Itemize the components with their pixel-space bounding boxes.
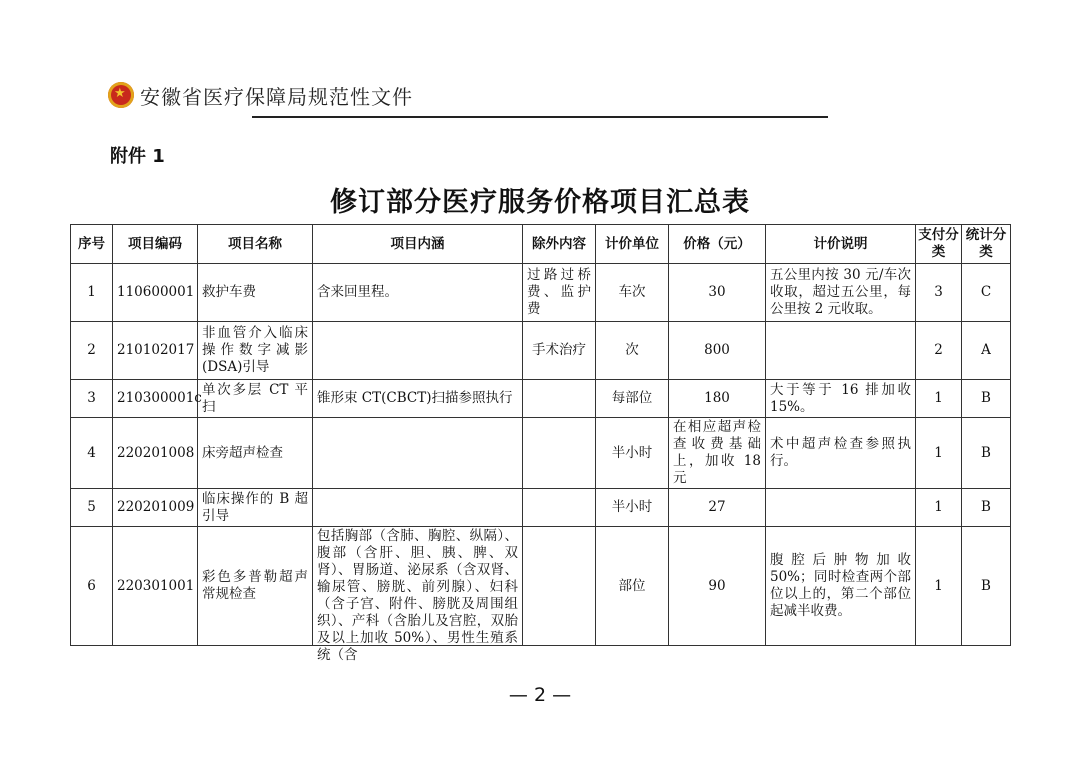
column-header: 项目编码 (113, 225, 198, 264)
column-header: 支付分类 (916, 225, 962, 264)
header-divider (252, 116, 828, 118)
item-code: 220201009 (113, 489, 198, 527)
stat-class: B (962, 380, 1011, 418)
row-number: 3 (71, 380, 113, 418)
stat-class: B (962, 418, 1011, 489)
price: 800 (669, 322, 766, 380)
table-row (71, 322, 1011, 380)
table-row (71, 264, 1011, 322)
column-header: 项目名称 (198, 225, 313, 264)
item-code: 220301001 (113, 527, 198, 646)
item-code: 110600001 (113, 264, 198, 322)
item-name: 彩色多普勒超声常规检查 (198, 527, 313, 646)
item-name: 非血管介入临床操作数字减影(DSA)引导 (198, 322, 313, 380)
item-name: 临床操作的 B 超引导 (198, 489, 313, 527)
payment-class: 1 (916, 380, 962, 418)
payment-class: 3 (916, 264, 962, 322)
national-emblem-icon (108, 82, 134, 108)
row-number: 2 (71, 322, 113, 380)
price: 30 (669, 264, 766, 322)
pricing-unit: 部位 (596, 527, 669, 646)
pricing-note: 腹腔后肿物加收 50%；同时检查两个部位以上的，第二个部位起减半收费。 (766, 527, 916, 646)
price: 27 (669, 489, 766, 527)
table-row (71, 418, 1011, 489)
table-row (71, 527, 1011, 646)
excluded-content (523, 380, 596, 418)
price-table (70, 224, 1011, 663)
item-content (313, 489, 523, 527)
column-header: 除外内容 (523, 225, 596, 264)
price: 180 (669, 380, 766, 418)
pricing-unit: 半小时 (596, 418, 669, 489)
payment-class: 2 (916, 322, 962, 380)
item-code: 210300001c (113, 380, 198, 418)
stat-class: C (962, 264, 1011, 322)
row-number: 4 (71, 418, 113, 489)
item-content (313, 418, 523, 489)
excluded-content (523, 489, 596, 527)
item-name: 救护车费 (198, 264, 313, 322)
column-header: 价格（元） (669, 225, 766, 264)
item-name: 单次多层 CT 平扫 (198, 380, 313, 418)
table-row (71, 489, 1011, 527)
pricing-unit: 每部位 (596, 380, 669, 418)
item-content-cell (313, 527, 523, 663)
pricing-unit: 车次 (596, 264, 669, 322)
item-content: 锥形束 CT(CBCT)扫描参照执行 (313, 380, 523, 418)
payment-class: 1 (916, 489, 962, 527)
table-row (71, 380, 1011, 418)
item-code: 210102017 (113, 322, 198, 380)
column-header: 计价单位 (596, 225, 669, 264)
pricing-unit: 次 (596, 322, 669, 380)
page-title: 修订部分医疗服务价格项目汇总表 (330, 187, 750, 218)
row-number: 5 (71, 489, 113, 527)
payment-class: 1 (916, 418, 962, 489)
attachment-label: 附件 1 (110, 146, 165, 167)
excluded-content: 手术治疗 (523, 322, 596, 380)
price: 在相应超声检查收费基础上，加收 18 元 (669, 418, 766, 489)
stat-class: A (962, 322, 1011, 380)
item-content (313, 322, 523, 380)
item-name: 床旁超声检查 (198, 418, 313, 489)
pricing-note: 五公里内按 30 元/车次收取，超过五公里，每公里按 2 元收取。 (766, 264, 916, 322)
issuer-title: 安徽省医疗保障局规范性文件 (140, 84, 413, 109)
table-header-row (71, 225, 1011, 264)
item-content: 含来回里程。 (313, 264, 523, 322)
row-number: 1 (71, 264, 113, 322)
pricing-note: 大于等于 16 排加收 15%。 (766, 380, 916, 418)
price: 90 (669, 527, 766, 646)
stat-class: B (962, 527, 1011, 646)
page-number: — 2 — (508, 684, 572, 706)
excluded-content: 过路过桥费、监护费 (523, 264, 596, 322)
payment-class: 1 (916, 527, 962, 646)
item-content: 包括胸部（含肺、胸腔、纵隔）、腹部（含肝、胆、胰、脾、双肾）、胃肠道、泌尿系（含双肾、输尿管、膀胱、前列腺）、妇科（含子宫、附件、膀胱及周围组织）、产科（含胎儿及宫腔，双胎及以上加收 50%）、男性生殖系统（含 (317, 528, 518, 663)
stat-class: B (962, 489, 1011, 527)
excluded-content (523, 418, 596, 489)
pricing-note (766, 489, 916, 527)
pricing-note (766, 322, 916, 380)
row-number: 6 (71, 527, 113, 646)
pricing-unit: 半小时 (596, 489, 669, 527)
column-header: 项目内涵 (313, 225, 523, 264)
item-code: 220201008 (113, 418, 198, 489)
pricing-note: 术中超声检查参照执行。 (766, 418, 916, 489)
excluded-content (523, 527, 596, 646)
document-header (108, 78, 413, 112)
column-header: 计价说明 (766, 225, 916, 264)
column-header: 序号 (71, 225, 113, 264)
column-header: 统计分类 (962, 225, 1011, 264)
